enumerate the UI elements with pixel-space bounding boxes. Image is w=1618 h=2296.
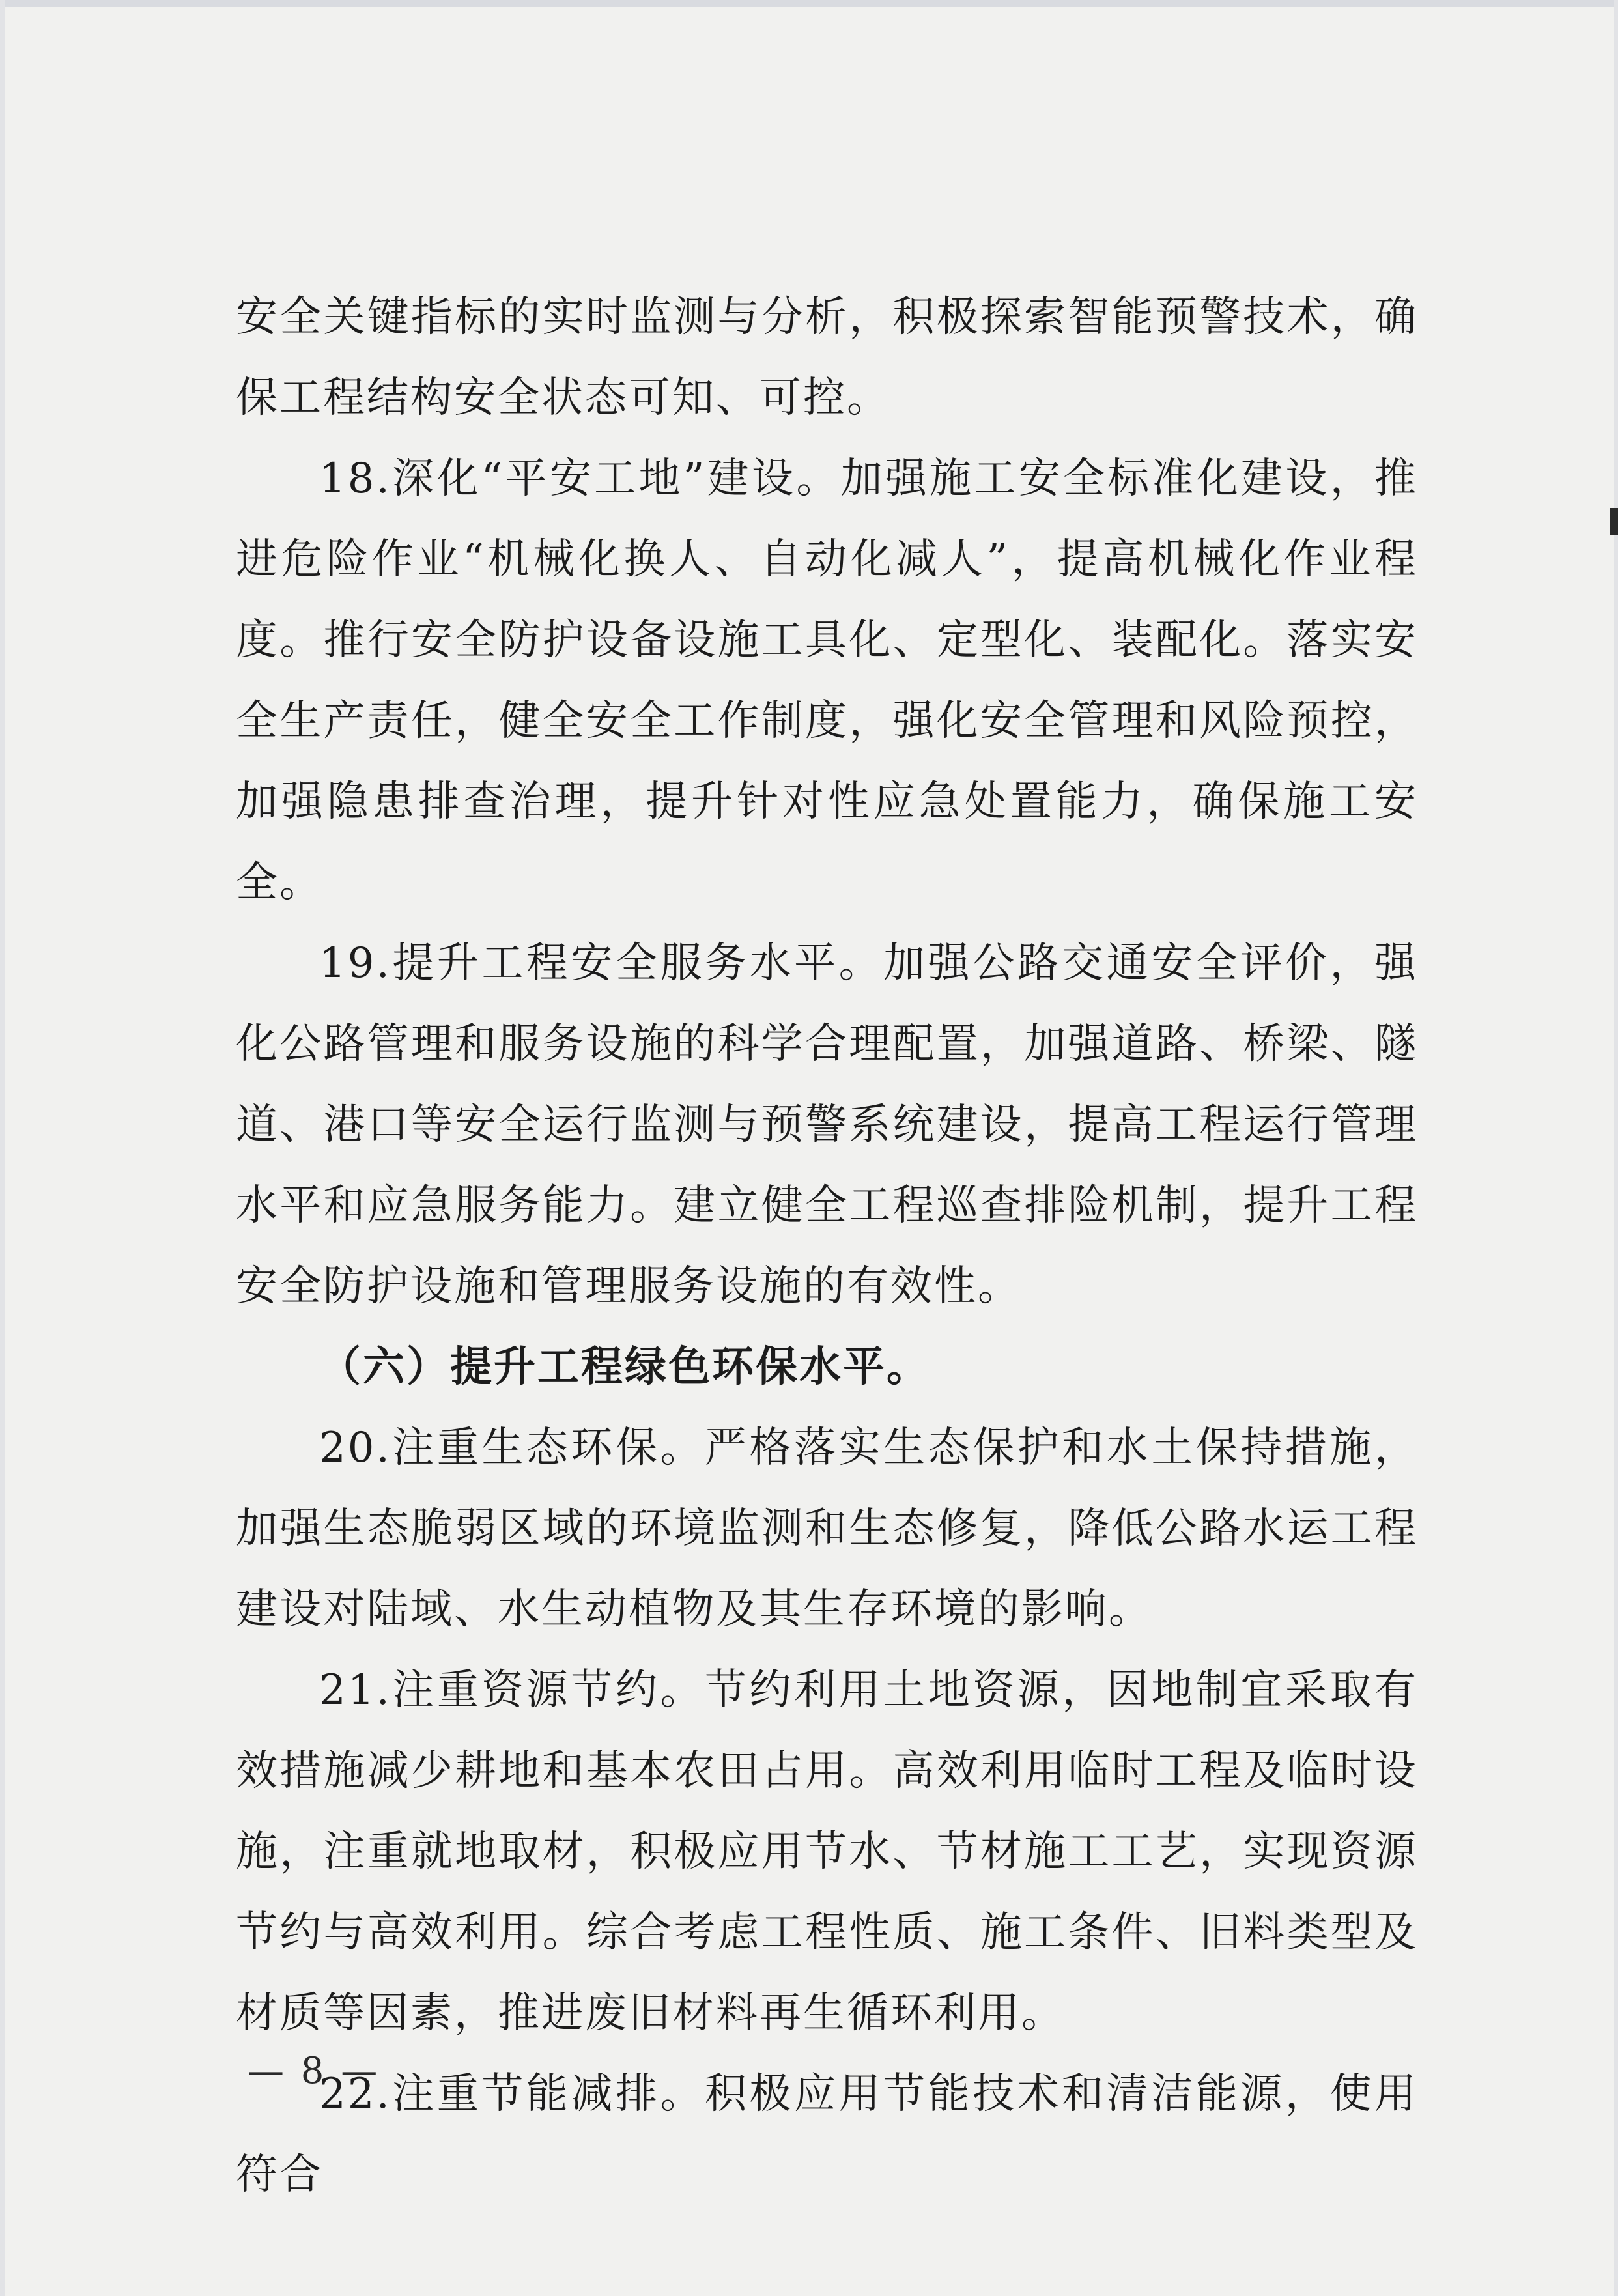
page-number: — 8 — [248,2050,380,2092]
paragraph-20-ecology: 20.注重生态环保。严格落实生态保护和水土保持措施，加强生态脆弱区域的环境监测和生态修复，降低公路水运工程建设对陆域、水生动植物及其生存环境的影响。 [236,1424,1418,1634]
scan-edge-top [0,0,1618,7]
paragraph-21-resources: 21.注重资源节约。节约利用土地资源，因地制宜采取有效措施减少耕地和基本农田占用。高效利用临时工程及临时设施，注重就地取材，积极应用节水、节材施工工艺，实现资源节约与高效利用。综合考虑工程性质、施工条件、旧料类型及材质等因素，推进废旧材料再生循环利用。 [236,1666,1418,2037]
paragraph-continued-monitoring: 安全关键指标的实时监测与分析，积极探索智能预警技术，确保工程结构安全状态可知、可控。 [236,293,1418,422]
scan-edge-left [0,0,5,2296]
paragraph-18-safe-site: 18.深化“平安工地”建设。加强施工安全标准化建设，推进危险作业“机械化换人、自动化减人”，提高机械化作业程度。推行安全防护设备设施工具化、定型化、装配化。落实安全生产责任，健全安全工作制度，强化安全管理和风险预控，加强隐患排查治理，提升针对性应急处置能力，确保施工安全。 [236,455,1418,907]
scan-edge-right [1614,0,1618,2296]
section-6-heading: （六）提升工程绿色环保水平。 [319,1343,930,1391]
document-body [236,277,1418,2215]
paragraph-22-energy: 22.注重节能减排。积极应用节能技术和清洁能源，使用符合 [236,2070,1418,2199]
paragraph-19-safety-service: 19.提升工程安全服务水平。加强公路交通安全评价，强化公路管理和服务设施的科学合理配置，加强道路、桥梁、隧道、港口等安全运行监测与预警系统建设，提高工程运行管理水平和应急服务能力。建立健全工程巡查排险机制，提升工程安全防护设施和管理服务设施的有效性。 [236,939,1418,1311]
scan-edge-mark [1610,508,1618,535]
